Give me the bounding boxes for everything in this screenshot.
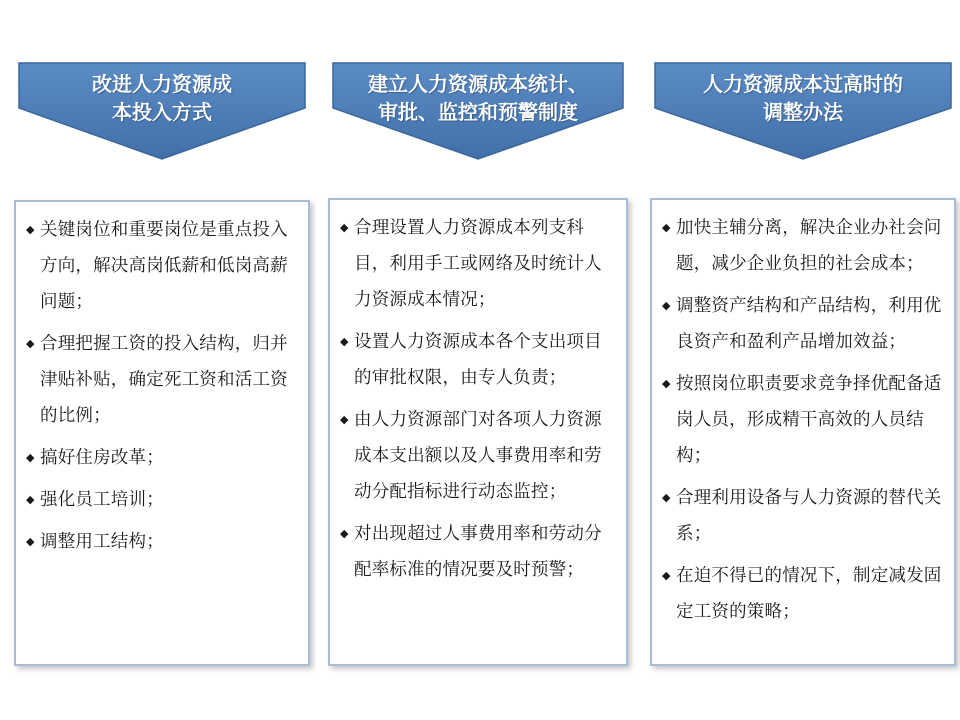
item-list [652,200,954,630]
item-list [330,200,626,588]
column-control-system [328,0,628,720]
list-item [340,516,618,588]
header-title [654,70,952,126]
list-item [662,366,946,474]
item-text: 加快主辅分离，解决企业办社会问题，减少企业负担的社会成本； [676,218,942,274]
diamond-icon: ◆ [340,527,349,540]
content-box [328,198,628,666]
diamond-icon: ◆ [26,451,35,464]
item-text: 按照岗位职责要求竞争择优配备适岗人员，形成精干高效的人员结构； [676,374,942,466]
list-item [26,326,300,434]
diamond-icon: ◆ [662,377,671,390]
item-text: 由人力资源部门对各项人力资源成本支出额以及人事费用率和劳动分配指标进行动态监控； [354,410,602,502]
diamond-icon: ◆ [340,335,349,348]
diamond-icon: ◆ [340,221,349,234]
list-item [662,210,946,282]
item-text: 合理利用设备与人力资源的替代关系； [676,488,942,544]
header-title [18,70,306,126]
list-item [662,480,946,552]
item-text: 在迫不得已的情况下，制定减发固定工资的策略； [676,566,942,622]
title-line-2: 审批、监控和预警制度 [378,100,578,124]
diamond-icon: ◆ [340,413,349,426]
list-item [26,212,300,320]
diamond-icon: ◆ [662,569,671,582]
diamond-icon: ◆ [26,535,35,548]
header-title [332,70,624,126]
item-text: 合理设置人力资源成本列支科目，利用手工或网络及时统计人力资源成本情况； [354,218,602,310]
item-text: 设置人力资源成本各个支出项目的审批权限，由专人负责； [354,332,602,388]
list-item [340,210,618,318]
item-text: 调整资产结构和产品结构，利用优良资产和盈利产品增加效益； [676,296,942,352]
list-item [662,288,946,360]
diamond-icon: ◆ [26,493,35,506]
content-box [14,200,310,666]
list-item [662,558,946,630]
title-line-1: 人力资源成本过高时的 [703,72,903,96]
diamond-icon: ◆ [662,221,671,234]
header-arrow [18,62,306,160]
list-item [26,524,300,560]
list-item [26,482,300,518]
column-investment [14,0,310,720]
header-arrow [332,62,624,160]
item-text: 对出现超过人事费用率和劳动分配率标准的情况要及时预警； [354,524,602,580]
list-item [340,402,618,510]
item-list [16,202,308,560]
item-text: 调整用工结构； [40,532,164,552]
title-line-1: 建立人力资源成本统计、 [368,72,588,96]
title-line-1: 改进人力资源成 [92,72,232,96]
item-text: 搞好住房改革； [40,448,164,468]
title-line-2: 调整办法 [763,100,843,124]
diamond-icon: ◆ [662,491,671,504]
list-item [26,440,300,476]
diamond-icon: ◆ [26,337,35,350]
column-adjustment [650,0,956,720]
diamond-icon: ◆ [26,223,35,236]
header-arrow [654,62,952,160]
item-text: 强化员工培训； [40,490,164,510]
content-box [650,198,956,666]
item-text: 合理把握工资的投入结构，归并津贴补贴，确定死工资和活工资的比例； [40,334,288,426]
item-text: 关键岗位和重要岗位是重点投入方向，解决高岗低薪和低岗高薪问题； [40,220,288,312]
list-item [340,324,618,396]
title-line-2: 本投入方式 [112,100,212,124]
diamond-icon: ◆ [662,299,671,312]
